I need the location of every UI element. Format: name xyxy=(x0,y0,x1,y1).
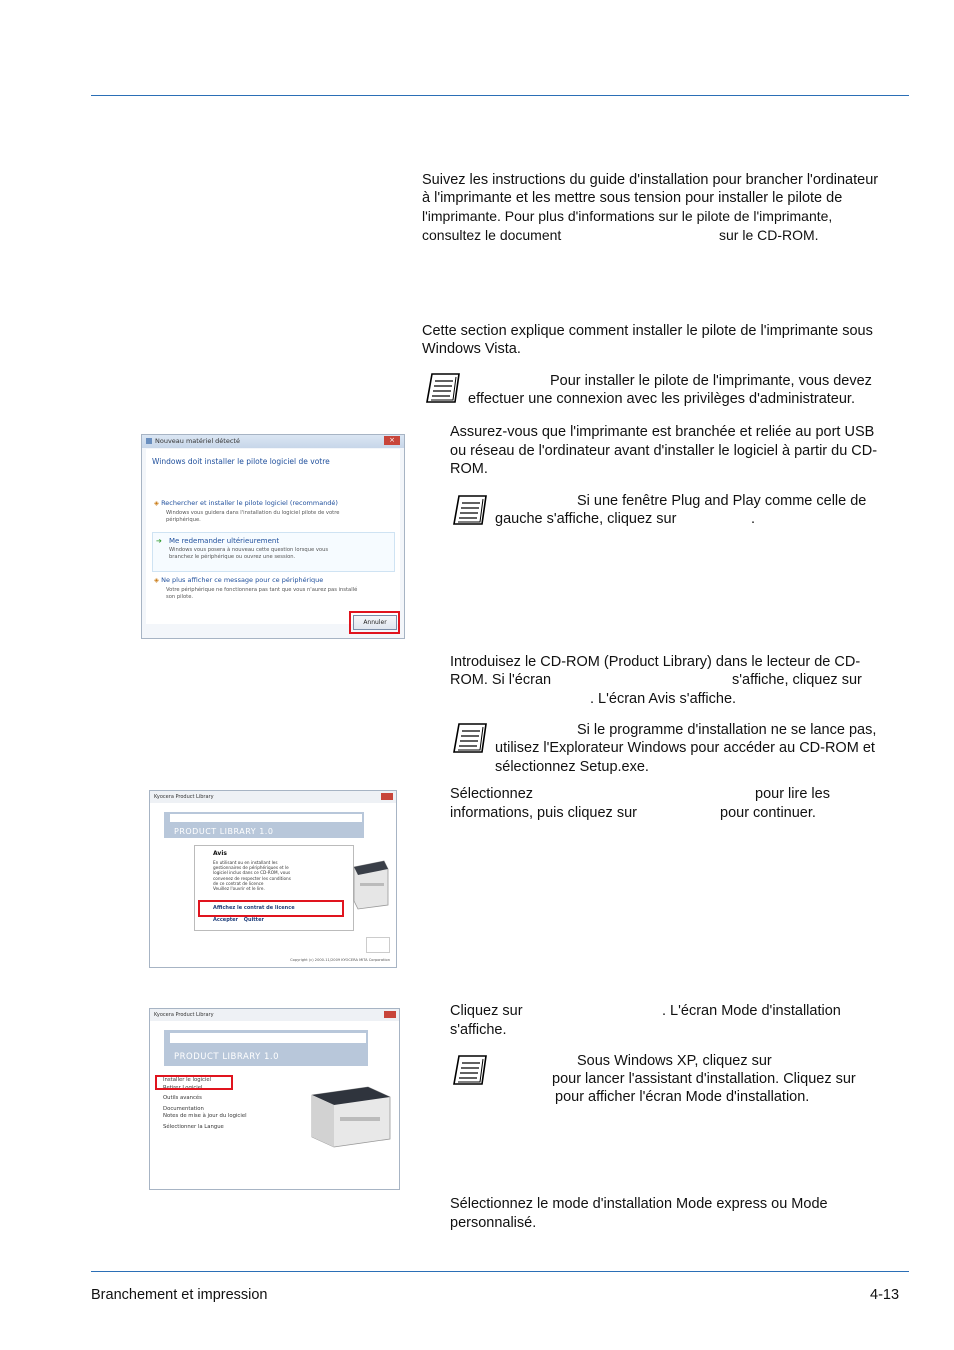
step5-line-2: personnalisé. xyxy=(450,1215,537,1231)
library-window-title: Kyocera Product Library xyxy=(154,1012,214,1018)
menu-item-select-language: Sélectionner la Langue xyxy=(163,1123,224,1130)
option-never-show-label: Ne plus afficher ce message pour ce périphérique xyxy=(161,576,324,584)
highlight-box xyxy=(198,900,344,917)
arrow-right-icon: ➔ xyxy=(156,537,162,545)
avis-panel xyxy=(194,845,354,931)
library-banner xyxy=(164,1030,368,1066)
close-icon xyxy=(381,793,393,800)
banner-strip xyxy=(170,1033,366,1043)
menu-item-documentation: Documentation xyxy=(163,1105,204,1112)
avis-line: convenez de respecter les conditions xyxy=(213,875,291,881)
cancel-button: Annuler xyxy=(353,615,397,630)
intro-line-2: à l'imprimante et les mettre sous tension pour installer le pilote de xyxy=(422,190,843,206)
option-search-install-label: Rechercher et installer le pilote logiciel (recommandé) xyxy=(161,499,338,507)
header-rule xyxy=(91,95,909,96)
option-desc-line: Windows vous guidera dans l'installation du logiciel pilote de votre xyxy=(166,510,340,516)
note1-line-2: effectuer une connexion avec les privilèges d'administrateur. xyxy=(468,391,855,407)
avis-line: logiciel inclus dans ce CD-ROM, vous xyxy=(213,870,291,876)
dialog-heading: Windows doit installer le pilote logiciel de votre xyxy=(152,457,330,466)
note2-line-2a: gauche s'affiche, cliquez sur xyxy=(495,511,677,527)
library-side-panel xyxy=(366,937,390,953)
highlight-box xyxy=(155,1075,233,1090)
avis-line: Veuillez l'ouvrir et le lire. xyxy=(213,886,265,892)
shield-icon: ◈ xyxy=(154,499,159,507)
banner-title: PRODUCT LIBRARY 1.0 xyxy=(174,827,274,836)
avis-line: de ce contrat de licence xyxy=(213,880,264,886)
note-icon xyxy=(424,372,460,404)
step3-line-1b: pour lire les xyxy=(755,786,830,802)
step2-line-2b: s'affiche, cliquez sur xyxy=(732,672,862,688)
menu-item-install-software: Installer le logiciel xyxy=(163,1077,212,1083)
avis-title: Avis xyxy=(213,850,227,857)
copyright-text: Copyright (c) 2000-11/2009 KYOCERA MITA Corporation xyxy=(290,958,390,962)
option-desc-line: Windows vous posera à nouveau cette question lorsque vous xyxy=(169,547,329,553)
step2-line-1: Introduisez le CD-ROM (Product Library) dans le lecteur de CD- xyxy=(450,654,861,670)
step1-line-3: ROM. xyxy=(450,461,488,477)
page-number: 4-13 xyxy=(870,1287,900,1303)
note-icon xyxy=(451,1054,487,1086)
printer-illustration xyxy=(350,857,390,911)
product-library-avis-screenshot xyxy=(149,790,397,968)
step2-line-2a: ROM. Si l'écran xyxy=(450,672,552,688)
note1-line-1: Pour installer le pilote de l'imprimante, vous devez xyxy=(550,373,872,389)
option-desc-line: branchez le périphérique ou ouvrez une session. xyxy=(169,554,296,560)
step4-line-2: s'affiche. xyxy=(450,1022,507,1038)
highlight-box xyxy=(349,611,400,634)
step2-line-3: . L'écran Avis s'affiche. xyxy=(590,691,737,707)
menu-item-advanced-tools: Outils avancés xyxy=(163,1095,202,1101)
avis-line: En utilisant ou en installant les xyxy=(213,860,278,865)
library-titlebar xyxy=(150,1009,399,1021)
option-never-show-desc xyxy=(166,587,357,601)
note3-line-2: utilisez l'Explorateur Windows pour accéder au CD-ROM et xyxy=(495,740,875,756)
intro-line-3: l'imprimante. Pour plus d'informations sur le pilote de l'imprimante, xyxy=(422,208,833,224)
accept-quit-row xyxy=(213,917,264,923)
avis-line: gestionnaires de périphériques et le xyxy=(213,865,289,871)
intro-line-4a: consultez le document xyxy=(422,227,562,243)
intro-line-4b: sur le CD-ROM. xyxy=(719,227,819,243)
menu-item-remove-software: Retirer Logiciel xyxy=(163,1084,203,1091)
close-icon: × xyxy=(384,436,400,445)
option-desc-line: Votre périphérique ne fonctionnera pas tant que vous n'aurez pas installé xyxy=(166,587,358,593)
shield-icon: ◈ xyxy=(154,576,159,584)
note2-line-1: Si une fenêtre Plug and Play comme celle de xyxy=(577,493,867,509)
note3-line-1: Si le programme d'installation ne se lance pas, xyxy=(577,722,877,738)
banner-strip xyxy=(170,814,362,822)
note4-line-3: pour afficher l'écran Mode d'installation. xyxy=(555,1089,810,1105)
option-search-install-desc xyxy=(166,510,339,524)
option-desc-line: son pilote. xyxy=(166,594,194,600)
printer-illustration xyxy=(306,1079,394,1149)
section-line-1: Cette section explique comment installer le pilote de l'imprimante sous xyxy=(422,323,873,339)
note-icon xyxy=(451,722,487,754)
library-titlebar xyxy=(150,791,396,803)
menu-item-release-notes: Notes de mise à jour du logiciel xyxy=(163,1113,247,1119)
dialog-body xyxy=(146,449,400,624)
license-link: Affichez le contrat de licence xyxy=(213,905,295,911)
option-ask-later xyxy=(152,532,395,572)
dialog-title: Nouveau matériel détecté xyxy=(155,437,240,445)
avis-text xyxy=(213,860,291,891)
dialog-titlebar xyxy=(142,435,404,448)
quit-button: Quitter xyxy=(243,917,264,923)
option-never-show xyxy=(154,576,323,584)
section-line-2: Windows Vista. xyxy=(422,341,521,357)
option-ask-later-desc xyxy=(169,547,328,561)
banner-title: PRODUCT LIBRARY 1.0 xyxy=(174,1052,280,1062)
product-library-menu-screenshot xyxy=(149,1008,400,1190)
option-desc-line: périphérique. xyxy=(166,517,201,523)
note2-line-2b: . xyxy=(751,511,756,527)
option-ask-later-label: Me redemander ultérieurement xyxy=(169,537,280,545)
step4-line-1a: Cliquez sur xyxy=(450,1003,523,1019)
new-hardware-dialog-screenshot xyxy=(141,434,405,639)
library-banner xyxy=(164,812,364,838)
intro-line-1: Suivez les instructions du guide d'installation pour brancher l'ordinateur xyxy=(422,172,879,188)
footer-rule xyxy=(91,1271,909,1272)
step1-line-1: Assurez-vous que l'imprimante est branchée et reliée au port USB xyxy=(450,424,875,440)
window-icon xyxy=(146,438,152,444)
step5-line-1: Sélectionnez le mode d'installation Mode express ou Mode xyxy=(450,1196,828,1212)
step1-line-2: ou réseau de l'ordinateur avant d'installer le logiciel à partir du CD- xyxy=(450,443,878,459)
step3-line-1a: Sélectionnez xyxy=(450,786,534,802)
option-search-install xyxy=(154,499,338,507)
step3-line-2a: informations, puis cliquez sur xyxy=(450,805,637,821)
note4-line-1: Sous Windows XP, cliquez sur xyxy=(577,1053,772,1069)
accept-button: Accepter xyxy=(213,917,239,923)
note4-line-2: pour lancer l'assistant d'installation. Cliquez sur xyxy=(552,1071,856,1087)
close-icon xyxy=(384,1011,396,1018)
note3-line-3: sélectionnez Setup.exe. xyxy=(495,759,649,775)
step3-line-2b: pour continuer. xyxy=(720,805,816,821)
note-icon xyxy=(451,494,487,526)
library-window-title: Kyocera Product Library xyxy=(154,794,214,800)
step4-line-1b: . L'écran Mode d'installation xyxy=(662,1003,841,1019)
footer-chapter-title: Branchement et impression xyxy=(91,1287,268,1303)
